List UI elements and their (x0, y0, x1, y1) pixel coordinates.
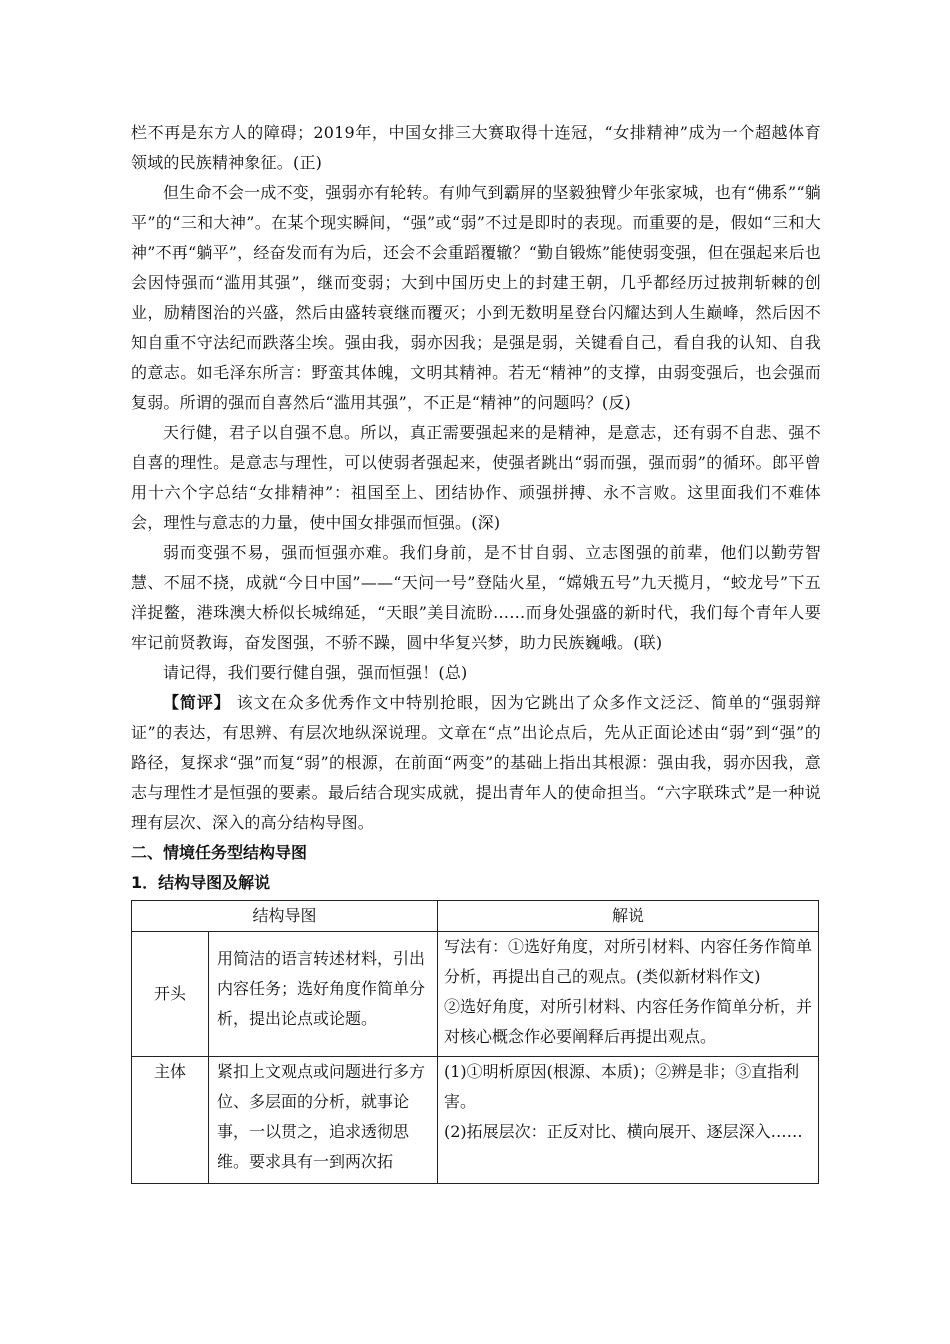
row-content-body: 紧扣上文观点或问题进行多方位、多层面的分析，就事论事，一以贯之，追求透彻思维。要求具有一到两次拓 (209, 1057, 438, 1184)
essay-paragraph-4: 弱而变强不易，强而恒强亦难。我们身前，是不甘自弱、立志图强的前辈，他们以勤劳智慧、不屈不挠，成就“今日中国”——“天问一号”登陆火星，“嫦娥五号”九天揽月，“蛟龙号”下五洋捉鳖，港珠澳大桥似长城绵延，“天眼”美目流盼……而身处强盛的新时代，我们每个青年人要牢记前贤教诲，奋发图强，不骄不躁，圆中华复兴梦，助力民族巍峨。(联) (131, 543, 821, 652)
essay-paragraph-2: 但生命不会一成不变，强弱亦有轮转。有帅气到霸屏的坚毅独臂少年张家城，也有“佛系”“躺平”的“三和大神”。在某个现实瞬间，“强”或“弱”不过是即时的表现。而重要的是，假如“三和大神”不再“躺平”，经奋发而有为后，还会不会重蹈覆辙？“勤自锻炼”能使弱变强，但在强起来后也会因恃强而“滥用其强”，继而变弱；大到中国历史上的封建王朝，几乎都经历过披荆斩棘的创业，励精图治的兴盛，然后由盛转衰继而覆灭；小到无数明星登台闪耀达到人生巅峰，然后因不知自重不守法纪而跌落尘埃。强由我，弱亦因我；是强是弱，关键看自己，看自我的认知、自我的意志。如毛泽东所言：野蛮其体魄，文明其精神。若无“精神”的支撑，由弱变强后，也会强而复弱。所谓的强而自喜然后“滥用其强”，不正是“精神”的问题吗？(反) (131, 183, 821, 412)
table-header-structure: 结构导图 (132, 901, 438, 932)
table-row (132, 1057, 819, 1184)
explanation-item: (2)拓展层次：正反对比、横向展开、逐层深入…… (444, 1122, 803, 1141)
row-explanation-opening (438, 932, 819, 1057)
comment-text: 该文在众多优秀作文中特别抢眼，因为它跳出了众多作文泛泛、简单的“强弱辩证”的表达，有思辨、有层次地纵深说理。文章在“点”出论点后，先从正面论述由“弱”到“强”的路径，复探求“强”而复“弱”的根源，在前面“两变”的基础上指出其根源：强由我，弱亦因我，意志与理性才是恒强的要素。最后结合现实成就，提出青年人的使命担当。“六字联珠式”是一种说理有层次、深入的高分结构导图。 (131, 693, 821, 832)
structure-table (131, 900, 819, 1184)
explanation-item: ②选好角度，对所引材料、内容任务作简单分析，并对核心概念作必要阐释后再提出观点。 (444, 997, 813, 1046)
row-label-opening: 开头 (132, 932, 209, 1057)
table-header-explanation: 解说 (438, 901, 819, 932)
comment-tag: 【简评】 (163, 693, 231, 712)
subsection-title: 1．结构导图及解说 (131, 873, 271, 892)
explanation-item: (1)①明析原因(根源、本质)；②辨是非；③直指利害。 (444, 1062, 800, 1111)
essay-paragraph-3: 天行健，君子以自强不息。所以，真正需要强起来的是精神，是意志，还有弱不自悲、强不自喜的理性。是意志与理性，可以使弱者强起来，使强者跳出“弱而强，强而弱”的循环。郎平曾用十六个字总结“女排精神”：祖国至上、团结协作、顽强拼搏、永不言败。这里面我们不难体会，理性与意志的力量，使中国女排强而恒强。(深) (131, 423, 821, 532)
explanation-item: 写法有：①选好角度，对所引材料、内容任务作简单分析，再提出自己的观点。(类似新材料作文) (444, 937, 813, 986)
section-title: 二、情境任务型结构导图 (131, 843, 308, 862)
row-label-body: 主体 (132, 1057, 209, 1184)
row-explanation-body (438, 1057, 819, 1184)
row-content-opening: 用简洁的语言转述材料，引出内容任务；选好角度作简单分析，提出论点或论题。 (209, 932, 438, 1057)
document-page (131, 118, 821, 1184)
essay-paragraph-5: 请记得，我们要行健自强，强而恒强！(总) (163, 663, 468, 682)
table-row (132, 932, 819, 1057)
comment-paragraph (131, 688, 821, 838)
essay-paragraph-1: 栏不再是东方人的障碍；2019年，中国女排三大赛取得十连冠，“女排精神”成为一个超越体育领域的民族精神象征。(正) (131, 123, 821, 172)
table-header-row (132, 901, 819, 932)
